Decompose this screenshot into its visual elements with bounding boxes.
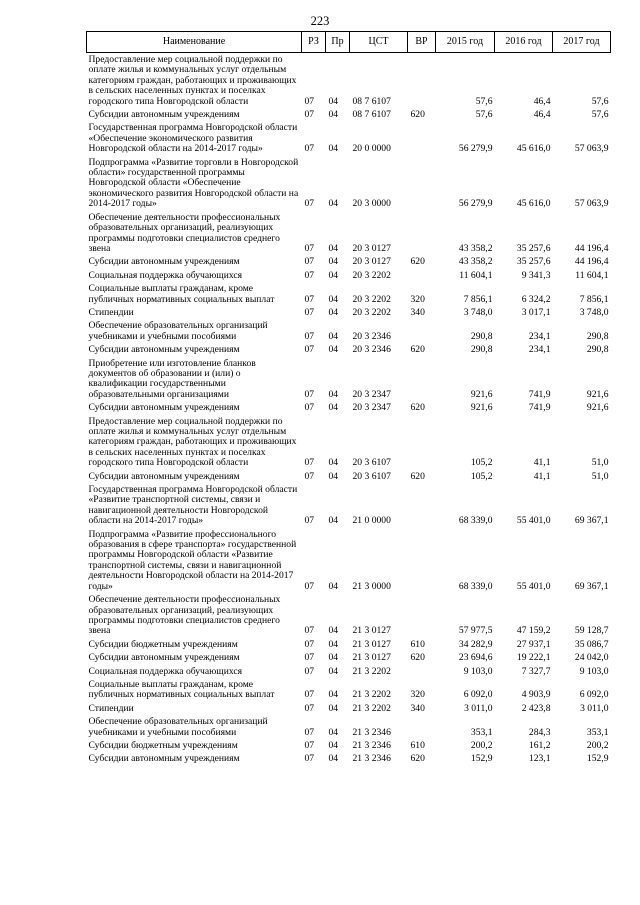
row-rz: 07 bbox=[304, 330, 315, 342]
table-header-row bbox=[87, 32, 611, 53]
row-vr bbox=[408, 212, 436, 257]
row-pr: 04 bbox=[328, 402, 339, 414]
row-cst: 20 3 2202 bbox=[352, 306, 391, 318]
table-row bbox=[87, 639, 611, 652]
row-2016: 55 401,0 bbox=[516, 515, 551, 527]
row-cst: 21 3 0127 bbox=[352, 652, 391, 664]
row-2015: 290,8 bbox=[470, 344, 493, 356]
row-vr: 620 bbox=[410, 652, 425, 664]
row-2015: 7 856,1 bbox=[463, 293, 493, 305]
row-rz: 07 bbox=[304, 580, 315, 592]
row-vr: 620 bbox=[410, 256, 425, 268]
row-2017: 69 367,1 bbox=[574, 580, 609, 592]
row-2016: 55 401,0 bbox=[516, 580, 551, 592]
table-row bbox=[87, 307, 611, 320]
table-row bbox=[87, 320, 611, 344]
row-2015: 105,2 bbox=[470, 470, 493, 482]
row-vr: 620 bbox=[410, 753, 425, 765]
table-row bbox=[87, 471, 611, 484]
row-rz: 07 bbox=[304, 198, 315, 210]
row-vr bbox=[408, 666, 436, 679]
row-cst: 20 3 2202 bbox=[352, 293, 391, 305]
row-2016: 284,3 bbox=[528, 726, 551, 738]
row-2015: 57 977,5 bbox=[458, 625, 493, 637]
row-vr: 620 bbox=[410, 402, 425, 414]
row-rz: 07 bbox=[304, 256, 315, 268]
row-2016: 2 423,8 bbox=[521, 702, 551, 714]
row-2015: 43 358,2 bbox=[458, 242, 493, 254]
row-vr bbox=[408, 484, 436, 529]
row-rz: 07 bbox=[304, 143, 315, 155]
row-vr bbox=[408, 716, 436, 740]
row-cst: 21 3 2202 bbox=[352, 665, 391, 677]
row-2017: 921,6 bbox=[586, 402, 609, 414]
row-name: Социальные выплаты гражданам, кроме публичных нормативных социальных выплат bbox=[88, 283, 275, 305]
row-2017: 921,6 bbox=[586, 388, 609, 400]
row-2015: 353,1 bbox=[470, 726, 493, 738]
row-vr bbox=[408, 270, 436, 283]
row-2015: 3 011,0 bbox=[464, 702, 493, 714]
header-pr: Пр bbox=[326, 32, 350, 53]
row-2016: 45 616,0 bbox=[516, 198, 551, 210]
row-vr bbox=[408, 320, 436, 344]
row-pr: 04 bbox=[328, 739, 339, 751]
row-name: Обеспечение образовательных организаций учебниками и учебными пособиями bbox=[88, 716, 268, 738]
row-2016: 46,4 bbox=[533, 95, 551, 107]
table-row bbox=[87, 703, 611, 716]
table-row bbox=[87, 402, 611, 415]
table-row bbox=[87, 484, 611, 529]
row-cst: 21 3 2202 bbox=[352, 702, 391, 714]
row-rz: 07 bbox=[304, 457, 315, 469]
row-2015: 921,6 bbox=[470, 388, 493, 400]
row-name: Социальные выплаты гражданам, кроме публичных нормативных социальных выплат bbox=[88, 678, 275, 701]
row-2017: 44 196,4 bbox=[574, 256, 609, 268]
row-name: Социальная поддержка обучающихся bbox=[88, 665, 243, 677]
row-name: Обеспечение деятельности профессиональных образовательных организаций, реализующих программы подготовки специалистов среднего звена bbox=[88, 594, 281, 637]
row-2017: 200,2 bbox=[586, 739, 609, 751]
row-pr: 04 bbox=[328, 515, 339, 527]
row-2016: 9 341,3 bbox=[521, 269, 551, 281]
row-name: Государственная программа Новгородской области «Обеспечение экономического развития Новгородской области на 2014-2017 годы» bbox=[88, 122, 298, 155]
row-cst: 21 3 0000 bbox=[352, 580, 391, 592]
row-cst: 20 3 2346 bbox=[352, 330, 391, 342]
table-row bbox=[87, 529, 611, 594]
row-cst: 20 3 2346 bbox=[352, 344, 391, 356]
row-vr bbox=[408, 122, 436, 156]
row-name: Субсидии автономным учреждениям bbox=[88, 109, 240, 121]
header-vr: ВР bbox=[408, 32, 436, 53]
row-vr: 320 bbox=[410, 293, 425, 305]
row-2017: 9 103,0 bbox=[579, 665, 609, 677]
row-vr: 340 bbox=[410, 306, 425, 318]
row-cst: 20 0 0000 bbox=[352, 143, 391, 155]
row-2017: 57,6 bbox=[591, 109, 609, 121]
row-pr: 04 bbox=[328, 652, 339, 664]
row-name: Субсидии бюджетным учреждениям bbox=[88, 638, 238, 650]
row-cst: 08 7 6107 bbox=[352, 109, 391, 121]
row-2016: 4 903,9 bbox=[521, 689, 551, 701]
row-pr: 04 bbox=[328, 269, 339, 281]
row-cst: 08 7 6107 bbox=[352, 95, 391, 107]
row-pr: 04 bbox=[328, 689, 339, 701]
row-name: Субсидии автономным учреждениям bbox=[88, 256, 240, 268]
table-row bbox=[87, 212, 611, 257]
row-2015: 200,2 bbox=[470, 739, 493, 751]
row-name: Социальная поддержка обучающихся bbox=[88, 269, 243, 281]
row-pr: 04 bbox=[328, 457, 339, 469]
table-row bbox=[87, 666, 611, 679]
row-name: Субсидии бюджетным учреждениям bbox=[88, 739, 238, 751]
row-cst: 21 3 2346 bbox=[352, 739, 391, 751]
row-2015: 3 748,0 bbox=[463, 306, 493, 318]
table-row bbox=[87, 270, 611, 283]
row-pr: 04 bbox=[328, 665, 339, 677]
table-row bbox=[87, 344, 611, 357]
row-cst: 21 3 2202 bbox=[352, 689, 391, 701]
row-pr: 04 bbox=[328, 638, 339, 650]
table-row bbox=[87, 283, 611, 307]
row-2016: 123,1 bbox=[528, 753, 551, 765]
row-pr: 04 bbox=[328, 702, 339, 714]
row-name: Субсидии автономным учреждениям bbox=[88, 753, 240, 765]
row-2017: 353,1 bbox=[586, 726, 609, 738]
row-name: Субсидии автономным учреждениям bbox=[88, 652, 240, 664]
row-cst: 20 3 0000 bbox=[352, 198, 391, 210]
table-row bbox=[87, 753, 611, 766]
row-name: Стипендии bbox=[88, 702, 134, 714]
row-vr bbox=[408, 53, 436, 110]
row-2017: 7 856,1 bbox=[579, 293, 609, 305]
header-cst: ЦСТ bbox=[350, 32, 408, 53]
row-name: Государственная программа Новгородской области «Развитие транспортной системы, связи и навигационной деятельности Новгородской области на 2014-2017 годы» bbox=[88, 484, 298, 527]
row-vr: 320 bbox=[410, 689, 425, 701]
row-cst: 21 0 0000 bbox=[352, 515, 391, 527]
table-row bbox=[87, 652, 611, 665]
row-2017: 290,8 bbox=[586, 344, 609, 356]
row-2015: 152,9 bbox=[470, 753, 493, 765]
header-2017: 2017 год bbox=[553, 32, 611, 53]
table-row bbox=[87, 358, 611, 403]
row-cst: 20 3 6107 bbox=[352, 457, 391, 469]
row-2017: 3 748,0 bbox=[579, 306, 609, 318]
row-2016: 35 257,6 bbox=[516, 256, 551, 268]
row-rz: 07 bbox=[304, 109, 315, 121]
table-row bbox=[87, 716, 611, 740]
row-rz: 07 bbox=[304, 470, 315, 482]
row-vr: 610 bbox=[410, 638, 425, 650]
row-vr bbox=[408, 594, 436, 639]
row-rz: 07 bbox=[304, 402, 315, 414]
row-rz: 07 bbox=[304, 95, 315, 107]
row-vr: 620 bbox=[410, 344, 425, 356]
row-rz: 07 bbox=[304, 388, 315, 400]
row-2017: 69 367,1 bbox=[574, 515, 609, 527]
header-2016: 2016 год bbox=[495, 32, 553, 53]
row-2017: 152,9 bbox=[586, 753, 609, 765]
table-row bbox=[87, 594, 611, 639]
row-vr: 610 bbox=[410, 739, 425, 751]
page-number: 223 bbox=[310, 14, 330, 28]
table-row bbox=[87, 157, 611, 212]
table-row bbox=[87, 109, 611, 122]
table-row bbox=[87, 679, 611, 703]
row-2017: 6 092,0 bbox=[579, 689, 609, 701]
row-2015: 6 092,0 bbox=[463, 689, 493, 701]
row-2017: 57 063,9 bbox=[574, 198, 609, 210]
row-2015: 68 339,0 bbox=[458, 515, 493, 527]
row-2015: 56 279,9 bbox=[458, 198, 493, 210]
row-2016: 41,1 bbox=[533, 457, 551, 469]
row-rz: 07 bbox=[304, 306, 315, 318]
row-vr bbox=[408, 358, 436, 403]
row-2017: 3 011,0 bbox=[580, 702, 609, 714]
row-2015: 290,8 bbox=[470, 330, 493, 342]
row-name: Предоставление мер социальной поддержки по оплате жилья и коммунальных услуг отдельным категориям граждан, работающих и проживающих в сельских населенных пунктах и поселках городского типа Новгородской области bbox=[88, 54, 297, 107]
table-row bbox=[87, 53, 611, 110]
row-2015: 57,6 bbox=[475, 95, 493, 107]
row-name: Подпрограмма «Развитие профессионального образования в сфере транспорта» государственной программы Новгородской области «Развитие транспортной системы, связи и навигационной деятельности Новгородской области на 2014-2017 годы» bbox=[88, 528, 297, 592]
row-2015: 9 103,0 bbox=[463, 665, 493, 677]
row-2016: 35 257,6 bbox=[516, 242, 551, 254]
row-2016: 3 017,1 bbox=[521, 306, 551, 318]
row-name: Стипендии bbox=[88, 306, 134, 318]
row-rz: 07 bbox=[304, 625, 315, 637]
row-2017: 44 196,4 bbox=[574, 242, 609, 254]
row-2016: 41,1 bbox=[533, 470, 551, 482]
row-2015: 68 339,0 bbox=[458, 580, 493, 592]
row-2017: 24 042,0 bbox=[574, 652, 609, 664]
row-vr bbox=[408, 529, 436, 594]
row-2015: 34 282,9 bbox=[458, 638, 493, 650]
row-rz: 07 bbox=[304, 753, 315, 765]
row-2015: 43 358,2 bbox=[458, 256, 493, 268]
header-rz: РЗ bbox=[302, 32, 326, 53]
row-2017: 57 063,9 bbox=[574, 143, 609, 155]
row-cst: 20 3 2347 bbox=[352, 402, 391, 414]
budget-table bbox=[86, 31, 611, 767]
row-2016: 6 324,2 bbox=[521, 293, 551, 305]
row-rz: 07 bbox=[304, 652, 315, 664]
row-cst: 20 3 2347 bbox=[352, 388, 391, 400]
row-2017: 57,6 bbox=[591, 95, 609, 107]
table-body bbox=[87, 53, 611, 767]
row-2017: 11 604,1 bbox=[575, 269, 609, 281]
row-2017: 290,8 bbox=[586, 330, 609, 342]
row-cst: 21 3 0127 bbox=[352, 625, 391, 637]
row-pr: 04 bbox=[328, 330, 339, 342]
row-pr: 04 bbox=[328, 726, 339, 738]
row-2016: 234,1 bbox=[528, 344, 551, 356]
row-2017: 59 128,7 bbox=[574, 625, 609, 637]
row-2015: 57,6 bbox=[475, 109, 493, 121]
row-rz: 07 bbox=[304, 269, 315, 281]
table-row bbox=[87, 416, 611, 471]
row-cst: 21 3 2346 bbox=[352, 726, 391, 738]
row-2016: 741,9 bbox=[528, 388, 551, 400]
row-rz: 07 bbox=[304, 293, 315, 305]
row-vr: 620 bbox=[410, 470, 425, 482]
row-vr: 340 bbox=[410, 702, 425, 714]
row-pr: 04 bbox=[328, 109, 339, 121]
row-name: Обеспечение деятельности профессиональных образовательных организаций, реализующих программы подготовки специалистов среднего звена bbox=[88, 211, 281, 254]
row-rz: 07 bbox=[304, 242, 315, 254]
row-cst: 20 3 6107 bbox=[352, 470, 391, 482]
row-name: Приобретение или изготовление бланков документов об образовании и (или) о квалификации государственными образовательными организациями bbox=[88, 357, 256, 400]
row-2015: 56 279,9 bbox=[458, 143, 493, 155]
row-rz: 07 bbox=[304, 515, 315, 527]
row-rz: 07 bbox=[304, 665, 315, 677]
row-2016: 27 937,1 bbox=[516, 638, 551, 650]
row-rz: 07 bbox=[304, 726, 315, 738]
row-cst: 21 3 0127 bbox=[352, 638, 391, 650]
row-2015: 105,2 bbox=[470, 457, 493, 469]
row-rz: 07 bbox=[304, 739, 315, 751]
row-2017: 51,0 bbox=[591, 457, 609, 469]
row-vr bbox=[408, 416, 436, 471]
row-2016: 234,1 bbox=[528, 330, 551, 342]
row-2015: 11 604,1 bbox=[459, 269, 493, 281]
row-pr: 04 bbox=[328, 388, 339, 400]
row-2016: 45 616,0 bbox=[516, 143, 551, 155]
row-rz: 07 bbox=[304, 702, 315, 714]
row-rz: 07 bbox=[304, 638, 315, 650]
row-cst: 20 3 0127 bbox=[352, 256, 391, 268]
row-vr: 620 bbox=[410, 109, 425, 121]
row-rz: 07 bbox=[304, 689, 315, 701]
row-2016: 7 327,7 bbox=[521, 665, 551, 677]
row-2015: 921,6 bbox=[470, 402, 493, 414]
row-pr: 04 bbox=[328, 753, 339, 765]
row-2016: 161,2 bbox=[528, 739, 551, 751]
row-pr: 04 bbox=[328, 344, 339, 356]
row-2016: 741,9 bbox=[528, 402, 551, 414]
row-2017: 35 086,7 bbox=[574, 638, 609, 650]
row-pr: 04 bbox=[328, 625, 339, 637]
row-name: Обеспечение образовательных организаций учебниками и учебными пособиями bbox=[88, 320, 268, 342]
row-cst: 21 3 2346 bbox=[352, 753, 391, 765]
row-pr: 04 bbox=[328, 470, 339, 482]
table-row bbox=[87, 122, 611, 156]
row-name: Субсидии автономным учреждениям bbox=[88, 344, 240, 356]
table-row bbox=[87, 256, 611, 269]
table-row bbox=[87, 740, 611, 753]
row-pr: 04 bbox=[328, 242, 339, 254]
row-pr: 04 bbox=[328, 306, 339, 318]
row-2017: 51,0 bbox=[591, 470, 609, 482]
row-vr bbox=[408, 157, 436, 212]
row-name: Подпрограмма «Развитие торговли в Новгородской области» государственной программы Новгородской области «Обеспечение экономического развития Новгородской области на 2014-2017 годы» bbox=[88, 156, 299, 210]
row-pr: 04 bbox=[328, 580, 339, 592]
row-cst: 20 3 0127 bbox=[352, 242, 391, 254]
row-pr: 04 bbox=[328, 95, 339, 107]
row-name: Предоставление мер социальной поддержки по оплате жилья и коммунальных услуг отдельным категориям граждан, работающих и проживающих в сельских населенных пунктах и поселках городского типа Новгородской области bbox=[88, 415, 297, 469]
row-rz: 07 bbox=[304, 344, 315, 356]
row-cst: 20 3 2202 bbox=[352, 269, 391, 281]
header-name: Наименование bbox=[87, 32, 302, 53]
row-pr: 04 bbox=[328, 293, 339, 305]
row-pr: 04 bbox=[328, 256, 339, 268]
row-2015: 23 694,6 bbox=[458, 652, 493, 664]
row-name: Субсидии автономным учреждениям bbox=[88, 402, 240, 414]
row-pr: 04 bbox=[328, 198, 339, 210]
header-2015: 2015 год bbox=[436, 32, 495, 53]
row-pr: 04 bbox=[328, 143, 339, 155]
row-2016: 19 222,1 bbox=[516, 652, 551, 664]
row-name: Субсидии автономным учреждениям bbox=[88, 470, 240, 482]
row-2016: 46,4 bbox=[533, 109, 551, 121]
row-2016: 47 159,2 bbox=[516, 625, 551, 637]
